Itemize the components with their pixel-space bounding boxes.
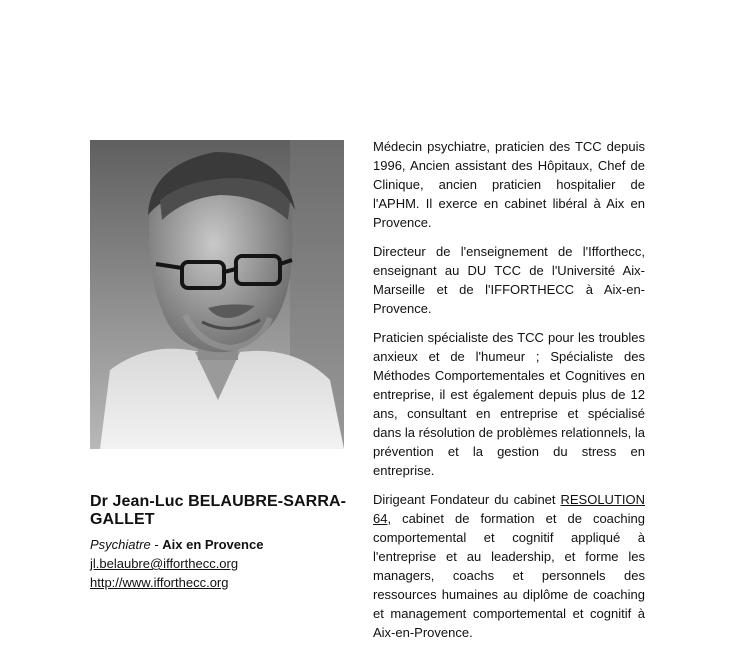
city-text: Aix en Provence (162, 537, 264, 552)
portrait-illustration (90, 140, 344, 449)
bio-paragraph-1: Médecin psychiatre, praticien des TCC depuis 1996, Ancien assistant des Hôpitaux, Chef de Clinique, ancien praticien hospitalier de l'APHM. Il exerce en cabinet libéral à Aix en Provence. (373, 139, 645, 230)
bio-paragraph-4 (373, 490, 645, 642)
bio-paragraph-2: Directeur de l'enseignement de l'Ifforthecc, enseignant au DU TCC de l'Université Aix-Marseille et de l'IFFORTHECC à Aix-en-Provence. (373, 244, 645, 316)
person-name: Dr Jean-Luc BELAUBRE-SARRA-GALLET (90, 493, 347, 528)
bio-section (373, 137, 645, 652)
portrait-photo (90, 140, 344, 449)
role-location (90, 535, 358, 554)
role-text: Psychiatre (90, 537, 151, 552)
bio-p4-suffix: , cabinet de formation et de coaching comportemental et cognitif appliqué à l'entreprise et au leadership, et forme les managers, coachs et personnels des ressources humaines au diplôme de coaching et management comportemental et cognitif à Aix-en-Provence. (373, 511, 645, 640)
resolution64-link[interactable]: RESOLUTION 64 (373, 492, 645, 526)
bio-p4-prefix: Dirigeant Fondateur du cabinet (373, 492, 561, 507)
role-separator: - (150, 537, 163, 552)
profile-card (90, 140, 358, 592)
website-link[interactable]: http://www.ifforthecc.org (90, 575, 229, 590)
bio-paragraph-3: Praticien spécialiste des TCC pour les troubles anxieux et de l'humeur ; Spécialiste des Méthodes Comportementales et Cognitives en entreprise, il est également depuis plus de 12 ans, consultant en entreprise et spécialisé dans la résolution de problèmes relationnels, la prévention et la gestion du stress en entreprise. (373, 330, 645, 478)
email-link[interactable]: jl.belaubre@ifforthecc.org (90, 556, 239, 571)
